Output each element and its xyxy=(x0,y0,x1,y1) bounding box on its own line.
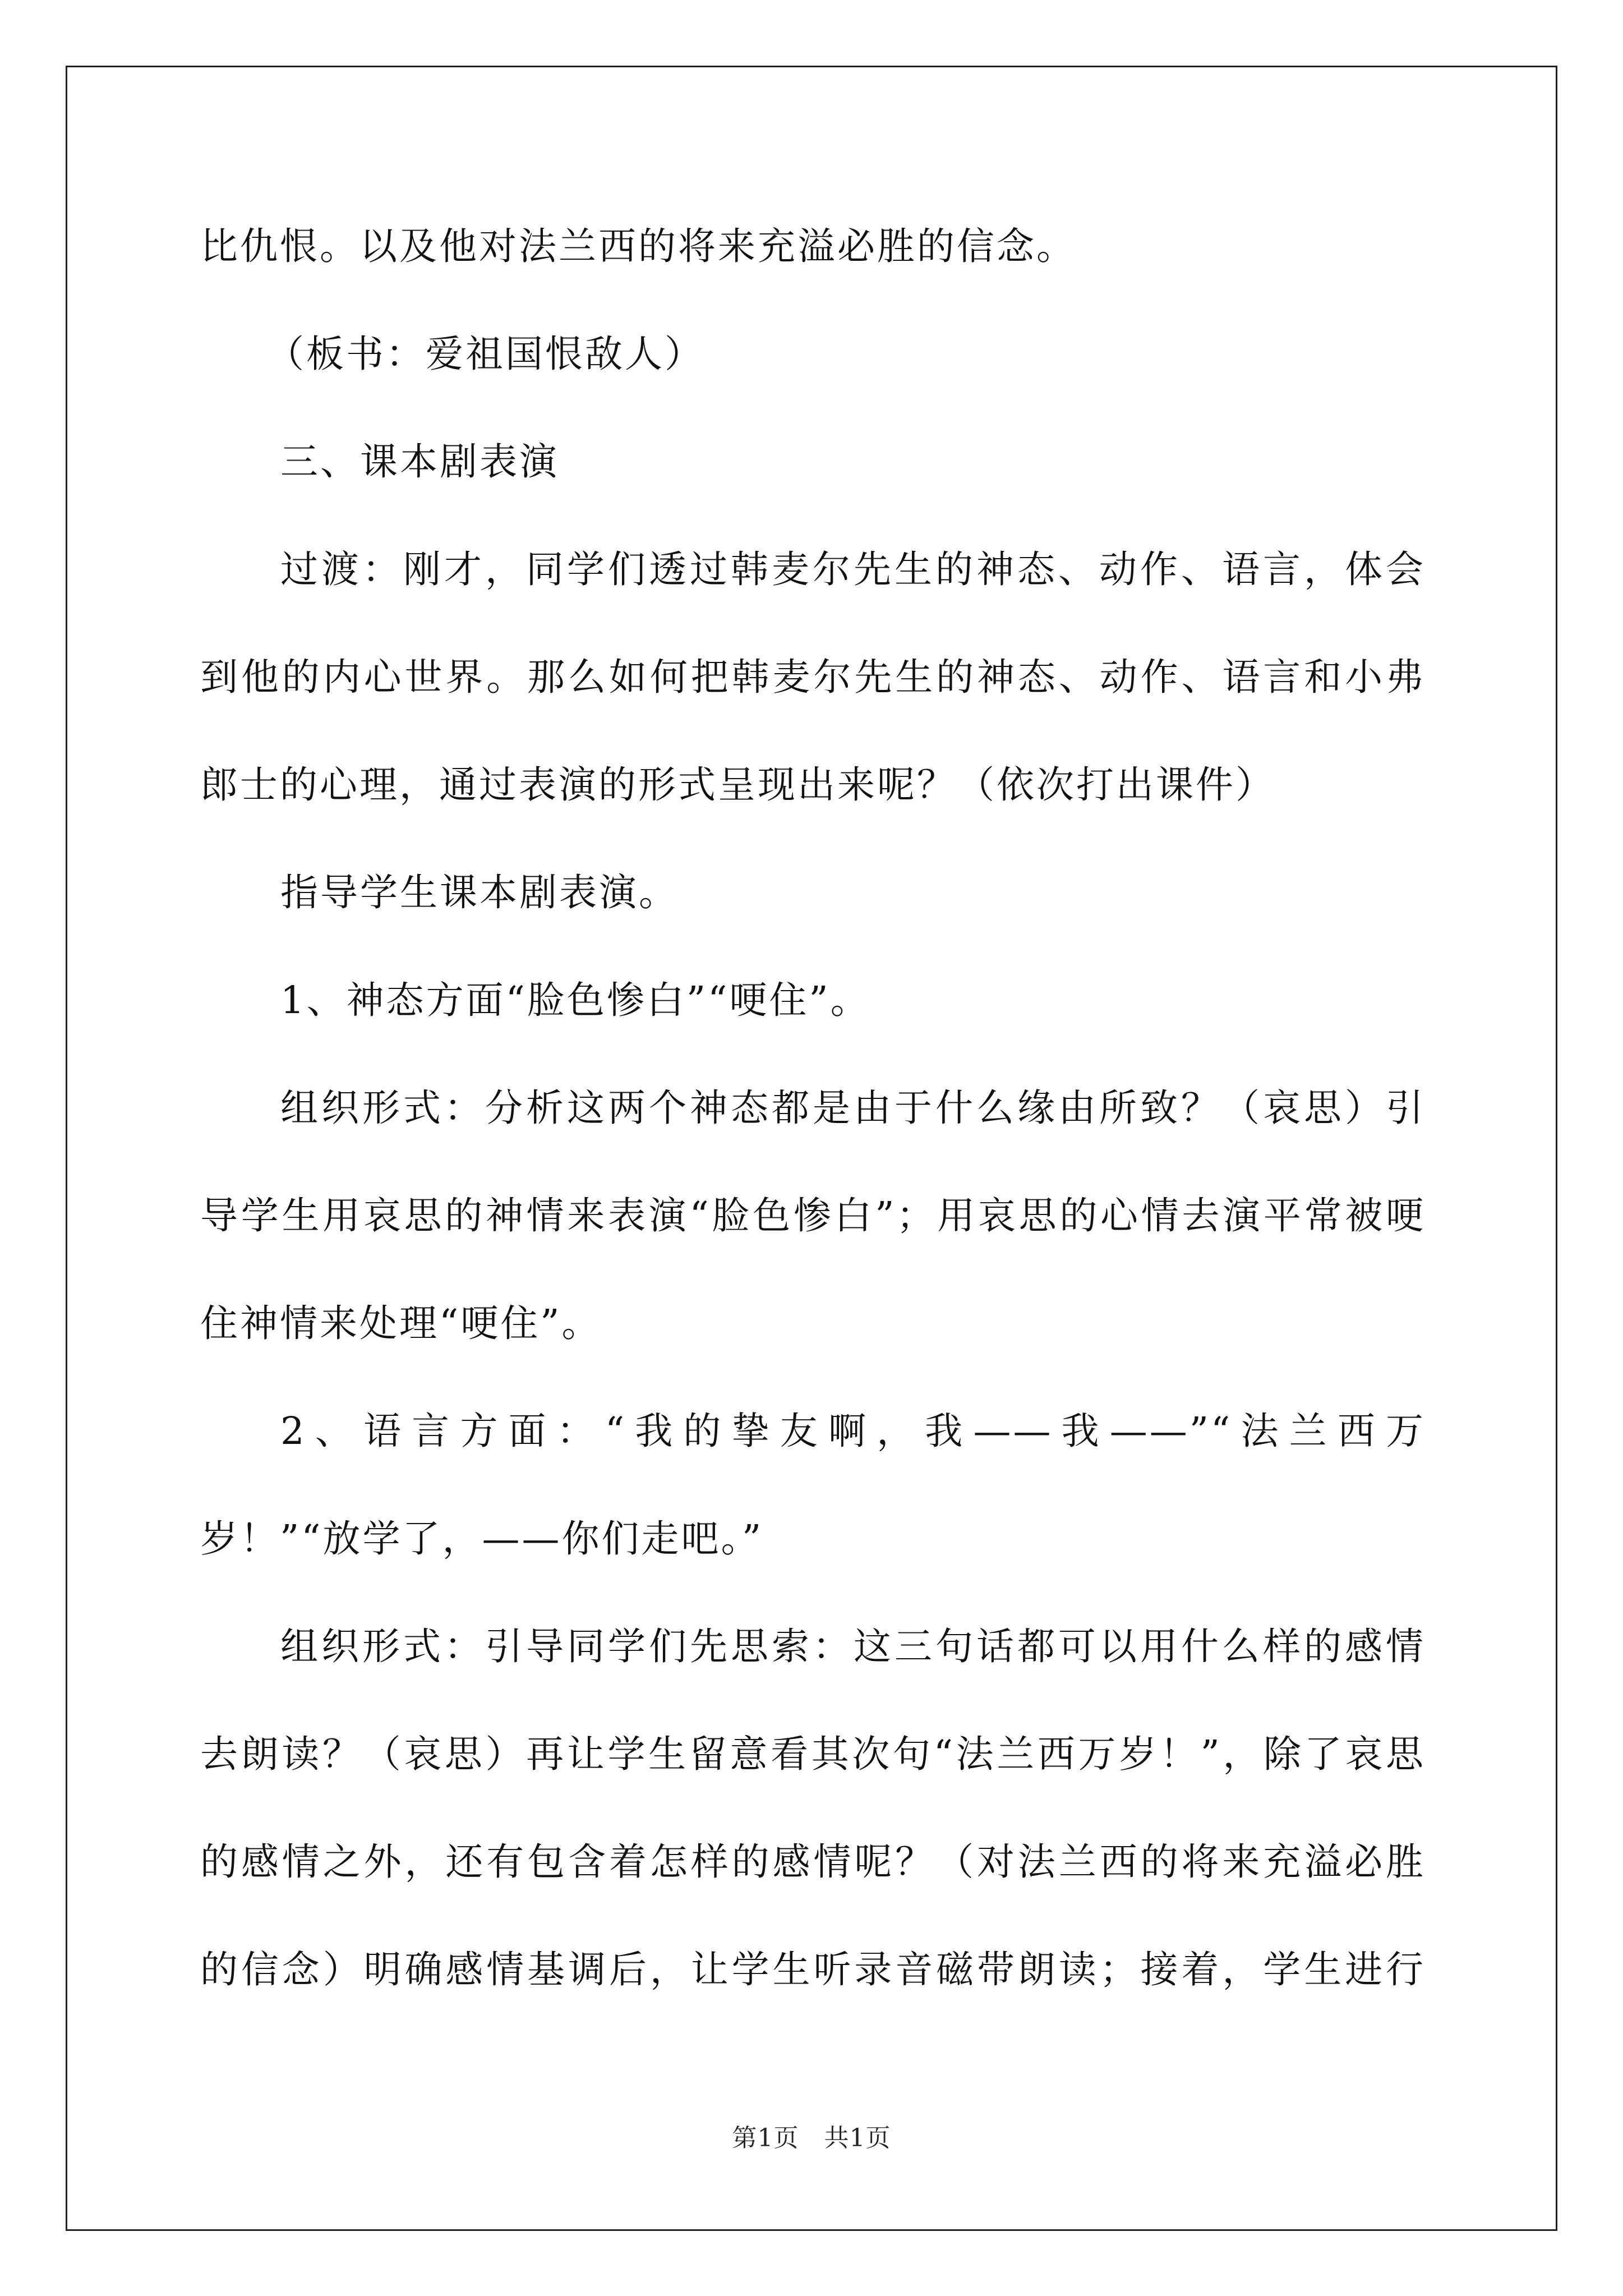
section-heading: 三、课本剧表演 xyxy=(280,440,559,484)
paragraph-line: 岁！”“放学了，——你们走吧。” xyxy=(200,1517,764,1561)
paragraph-line: 指导学生课本剧表演。 xyxy=(280,871,679,914)
list-item-heading: 1、神态方面“脸色惨白”“哽住”。 xyxy=(280,978,870,1022)
paragraph-line: 导学生用哀思的神情来表演“脸色惨白”；用哀思的心情去演平常被哽 xyxy=(200,1194,1426,1237)
paragraph-line: 组织形式：分析这两个神态都是由于什么缘由所致？（哀思）引 xyxy=(280,1086,1426,1130)
paragraph-line: 组织形式：引导同学们先思索：这三句话都可以用什么样的感情 xyxy=(280,1625,1426,1668)
paragraph-line: 的感情之外，还有包含着怎样的感情呢？（对法兰西的将来充溢必胜 xyxy=(200,1840,1426,1884)
paragraph-line: 去朗读？（哀思）再让学生留意看其次句“法兰西万岁！”，除了哀思 xyxy=(200,1732,1426,1776)
paragraph-line: 比仇恨。以及他对法兰西的将来充溢必胜的信念。 xyxy=(200,224,1076,268)
paragraph-line: 住神情来处理“哽住”。 xyxy=(200,1301,602,1345)
list-item-heading: 2、语言方面：“我的挚友啊，我——我——”“法兰西万 xyxy=(280,1409,1426,1453)
paragraph-line: 的信念）明确感情基调后，让学生听录音磁带朗读；接着，学生进行 xyxy=(200,1948,1426,1991)
paragraph-line: （板书：爱祖国恨敌人） xyxy=(266,332,704,376)
paragraph-line: 过渡：刚才，同学们透过韩麦尔先生的神态、动作、语言，体会 xyxy=(280,547,1426,591)
paragraph-line: 郎士的心理，通过表演的形式呈现出来呢？（依次打出课件） xyxy=(200,763,1275,807)
paragraph-line: 到他的内心世界。那么如何把韩麦尔先生的神态、动作、语言和小弗 xyxy=(200,655,1426,699)
document-body xyxy=(200,213,1426,2044)
page-footer: 第1页 共1页 xyxy=(732,2124,891,2152)
